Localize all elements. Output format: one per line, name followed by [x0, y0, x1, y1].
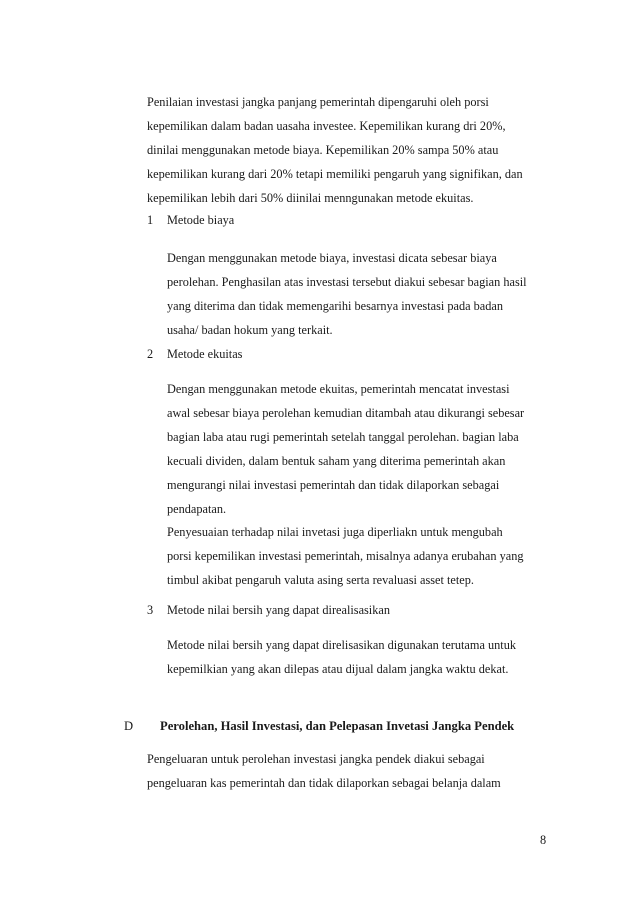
item-title: Metode nilai bersih yang dapat direalisasikan: [167, 603, 390, 617]
paragraph-line: pendapatan.: [167, 502, 227, 516]
intro-paragraph: [147, 90, 567, 210]
paragraph-line: Pengeluaran untuk perolehan investasi jangka pendek diakui sebagai: [147, 752, 485, 766]
paragraph-line: Dengan menggunakan metode biaya, investasi dicata sebesar biaya: [167, 251, 497, 265]
paragraph-line: kecuali dividen, dalam bentuk saham yang diterima pemerintah akan: [167, 454, 506, 468]
item-3-paragraph: [167, 633, 567, 681]
paragraph-line: awal sebesar biaya perolehan kemudian ditambah atau dikurangi sebesar: [167, 406, 525, 420]
paragraph-line: Metode nilai bersih yang dapat direlisasikan digunakan terutama untuk: [167, 638, 516, 652]
item-1-paragraph: [167, 246, 567, 342]
paragraph-line: yang diterima dan tidak memengarihi besarnya investasi pada badan: [167, 299, 503, 313]
item-number: 2: [147, 347, 154, 361]
item-2-paragraph-1: [167, 377, 567, 521]
section-letter: D: [124, 719, 134, 733]
item-title: Metode ekuitas: [167, 347, 243, 361]
intro-line: Penilaian investasi jangka panjang pemerintah dipengaruhi oleh porsi: [147, 95, 489, 109]
section-heading: [124, 718, 514, 734]
paragraph-line: Penyesuaian terhadap nilai invetasi juga diperliakn untuk mengubah: [167, 525, 503, 539]
intro-line: kepemilikan kurang dari 20% tetapi memiliki pengaruh yang signifikan, dan: [147, 167, 523, 181]
item-2-heading: [147, 346, 242, 362]
intro-line: kepemilikan dalam badan uasaha investee. Kepemilikan kurang dri 20%,: [147, 119, 506, 133]
item-3-heading: [147, 602, 390, 618]
page-number: 8: [540, 833, 547, 847]
item-1-heading: [147, 212, 234, 228]
paragraph-line: kepemilkian yang akan dilepas atau dijual dalam jangka waktu dekat.: [167, 662, 509, 676]
paragraph-line: mengurangi nilai investasi pemerintah dan tidak dilaporkan sebagai: [167, 478, 500, 492]
intro-line: kepemilikan lebih dari 50% diinilai menngunakan metode ekuitas.: [147, 191, 474, 205]
item-2-paragraph-2: [167, 520, 567, 592]
paragraph-line: bagian laba atau rugi pemerintah setelah tanggal perolehan. bagian laba: [167, 430, 519, 444]
paragraph-line: perolehan. Penghasilan atas investasi tersebut diakui sebesar bagian hasil: [167, 275, 527, 289]
section-title: Perolehan, Hasil Investasi, dan Pelepasan Invetasi Jangka Pendek: [160, 719, 515, 733]
paragraph-line: Dengan menggunakan metode ekuitas, pemerintah mencatat investasi: [167, 382, 510, 396]
item-number: 3: [147, 603, 154, 617]
item-title: Metode biaya: [167, 213, 235, 227]
paragraph-line: porsi kepemilikan investasi pemerintah, misalnya adanya erubahan yang: [167, 549, 524, 563]
paragraph-line: usaha/ badan hokum yang terkait.: [167, 323, 333, 337]
section-paragraph: [147, 747, 567, 795]
paragraph-line: pengeluaran kas pemerintah dan tidak dilaporkan sebagai belanja dalam: [147, 776, 501, 790]
intro-line: dinilai menggunakan metode biaya. Kepemilikan 20% sampa 50% atau: [147, 143, 499, 157]
item-number: 1: [147, 213, 154, 227]
paragraph-line: timbul akibat pengaruh valuta asing serta revaluasi asset tetep.: [167, 573, 474, 587]
